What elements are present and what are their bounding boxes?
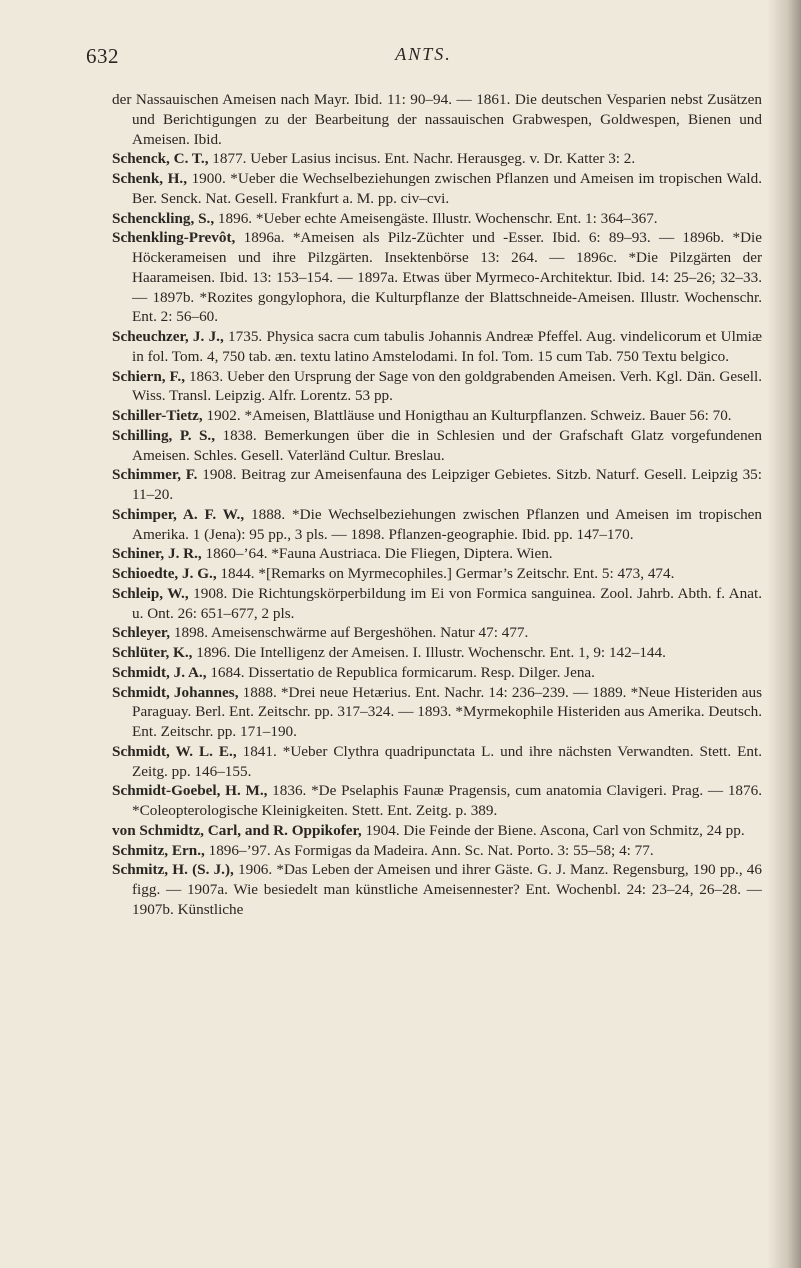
entry-text: 1898. Ameisenschwärme auf Bergeshöhen. Natur 47: 477. <box>173 624 529 642</box>
entry-author: Schilling, P. S., <box>112 426 215 444</box>
entry-author: Schiller-Tietz, <box>112 407 203 424</box>
bibliography-entry <box>112 623 762 643</box>
running-title: ANTS. <box>395 44 452 64</box>
entry-text: 1896a. *Ameisen als Pilz-Züchter und -Esser. Ibid. 6: 89–93. — 1896b. *Die Höckerameisen und ihre Pilzgärten. Insektenbörse 13: 264. — 1896c. *Die Pilzgärten der Haarameisen. Ibid. 13: 153–154. — 1897a. Etwas über Myrmeco-Architektur. Ibid. 14: 25–26; 32–33. — 1897b. *Rozites gongylophora, die Kulturpflanze der Blattschneide-Ameisen. Illustr. Wochenschr. Ent. 2: 56–60. <box>132 229 762 326</box>
page-number: 632 <box>86 44 119 68</box>
entry-text: 1877. Ueber Lasius incisus. Ent. Nachr. Herausgeg. v. Dr. Katter 3: 2. <box>212 150 636 168</box>
bibliography-entry <box>112 584 762 624</box>
bibliography-entry <box>112 90 762 149</box>
entry-text: 1908. Die Richtungskörperbildung im Ei von Formica sanguinea. Zool. Jahrb. Abth. f. Anat. u. Ont. 26: 651–677, 2 pls. <box>132 584 762 622</box>
entry-author: Schmidt, W. L. E., <box>112 742 237 760</box>
bibliography-entry <box>112 505 762 545</box>
page-edge-shadow <box>767 0 801 1268</box>
entry-text: 1896. *Ueber echte Ameisengäste. Illustr. Wochenschr. Ent. 1: 364–367. <box>217 209 658 227</box>
entry-text: 1841. *Ueber Clythra quadripunctata L. und ihre nächsten Verwandten. Stett. Ent. Zeitg. pp. 146–155. <box>132 742 763 780</box>
entry-author: von Schmidtz, Carl, and R. Oppikofer, <box>112 821 362 839</box>
entry-author: Schmitz, Ern., <box>112 841 205 859</box>
bibliography-entries <box>112 90 762 920</box>
entry-text: 1684. Dissertatio de Republica formicarum. Resp. Dilger. Jena. <box>210 663 595 681</box>
entry-author: Schenckling, S., <box>112 209 215 227</box>
entry-author: Schenck, C. T., <box>112 150 209 168</box>
entry-author: Schlüter, K., <box>112 644 193 661</box>
entry-author: Schenk, H., <box>112 170 188 187</box>
entry-text: 1844. *[Remarks on Myrmecophiles.] Germar’s Zeitschr. Ent. 5: 473, 474. <box>220 565 675 582</box>
bibliography-entry <box>112 465 762 505</box>
entry-text: 1908. Beitrag zur Ameisenfauna des Leipziger Gebietes. Sitzb. Naturf. Gesell. Leipzig 35: 11–20. <box>132 466 763 503</box>
bibliography-entry <box>112 821 762 841</box>
entry-text: 1900. *Ueber die Wechselbeziehungen zwischen Pflanzen und Ameisen im tropischen Wald. Ber. Senck. Nat. Gesell. Frankfurt a. M. pp. civ–cvi. <box>132 170 762 207</box>
entry-text: 1888. *Die Wechselbeziehungen zwischen Pflanzen und Ameisen im tropischen Amerika. 1 (Jena): 95 pp., 3 pls. — 1898. Pflanzen-geographie. Ibid. pp. 147–170. <box>132 505 762 543</box>
entry-author: Schmitz, H. (S. J.), <box>112 861 234 879</box>
entry-text: 1836. *De Pselaphis Faunæ Pragensis, cum anatomia Clavigeri. Prag. — 1876. *Coleopterologische Kleinigkeiten. Stett. Ent. Zeitg. p. 389. <box>132 782 762 819</box>
entry-author: Scheuchzer, J. J., <box>112 328 224 345</box>
entry-author: Schimper, A. F. W., <box>112 505 245 523</box>
entry-text: der Nassauischen Ameisen nach Mayr. Ibid. 11: 90–94. — 1861. Die deutschen Vesparien nebst Zusätzen und Berichtigungen zu der Bearbeitung der nassauischen Grabwespen, Goldwespen, Bienen und Ameisen. Ibid. <box>112 91 762 148</box>
entry-text: 1888. *Drei neue Hetærius. Ent. Nachr. 14: 236–239. — 1889. *Neue Histeriden aus Paraguay. Berl. Ent. Zeitschr. pp. 317–324. — 1893. *Myrmekophile Histeriden aus Amerika. Deutsch. Ent. Zeitschr. pp. 171–190. <box>132 683 762 740</box>
entry-text: 1906. *Das Leben der Ameisen und ihrer Gäste. G. J. Manz. Regensburg, 190 pp., 46 figg. — 1907a. Wie besiedelt man künstliche Ameisennester? Ent. Wochenbl. 24: 23–24, 26–28. — 1907b. Künstliche <box>132 861 762 918</box>
page-header <box>86 44 761 70</box>
entry-author: Schmidt, Johannes, <box>112 683 239 701</box>
bibliography-entry <box>112 228 762 327</box>
entry-author: Schmidt, J. A., <box>112 663 207 681</box>
entry-text: 1860–’64. *Fauna Austriaca. Die Fliegen, Diptera. Wien. <box>205 545 553 563</box>
bibliography-entry <box>112 426 762 466</box>
entry-text: 1904. Die Feinde der Biene. Ascona, Carl von Schmitz, 24 pp. <box>365 821 745 839</box>
entry-text: 1838. Bemerkungen über die in Schlesien und der Grafschaft Glatz vorgefundenen Ameisen. Schles. Gesell. Vaterländ Cultur. Breslau. <box>132 426 762 464</box>
bibliography-entry <box>112 663 762 683</box>
bibliography-entry <box>112 860 762 919</box>
bibliography-entry <box>112 169 762 209</box>
entry-author: Schioedte, J. G., <box>112 565 217 582</box>
entry-text: 1896–’97. As Formigas da Madeira. Ann. Sc. Nat. Porto. 3: 55–58; 4: 77. <box>208 841 654 859</box>
entry-text: 1863. Ueber den Ursprung der Sage von den goldgrabenden Ameisen. Verh. Kgl. Dän. Gesell. Wiss. Transl. Leipzig. Alfr. Lorentz. 53 pp. <box>132 367 762 405</box>
bibliography-entry <box>112 327 762 367</box>
bibliography-entry <box>112 841 762 861</box>
bibliography-entry <box>112 781 762 821</box>
bibliography-entry <box>112 406 762 426</box>
entry-author: Schiner, J. R., <box>112 545 202 563</box>
entry-text: 1896. Die Intelligenz der Ameisen. I. Illustr. Wochenschr. Ent. 1, 9: 142–144. <box>196 644 666 661</box>
bibliography-entry <box>112 367 762 407</box>
bibliography-entry <box>112 683 762 742</box>
entry-author: Schenkling-Prevôt, <box>112 229 236 247</box>
entry-author: Schmidt-Goebel, H. M., <box>112 782 268 800</box>
entry-author: Schimmer, F. <box>112 466 198 484</box>
bibliography-entry <box>112 564 762 584</box>
entry-author: Schleip, W., <box>112 584 189 602</box>
entry-text: 1902. *Ameisen, Blattläuse und Honigthau an Kulturpflanzen. Schweiz. Bauer 56: 70. <box>206 407 732 424</box>
entry-author: Schiern, F., <box>112 367 185 385</box>
entry-text: 1735. Physica sacra cum tabulis Johannis Andreæ Pfeffel. Aug. vindelicorum et Ulmiæ in fol. Tom. 4, 750 tab. æn. textu latino Amstelodami. In fol. Tom. 15 cum Tab. 750 Textu belgico. <box>132 328 762 365</box>
bibliography-entry <box>112 544 762 564</box>
bibliography-entry <box>112 209 762 229</box>
bibliography-entry <box>112 643 762 663</box>
bibliography-entry <box>112 742 762 782</box>
bibliography-entry <box>112 149 762 169</box>
entry-author: Schleyer, <box>112 624 171 642</box>
